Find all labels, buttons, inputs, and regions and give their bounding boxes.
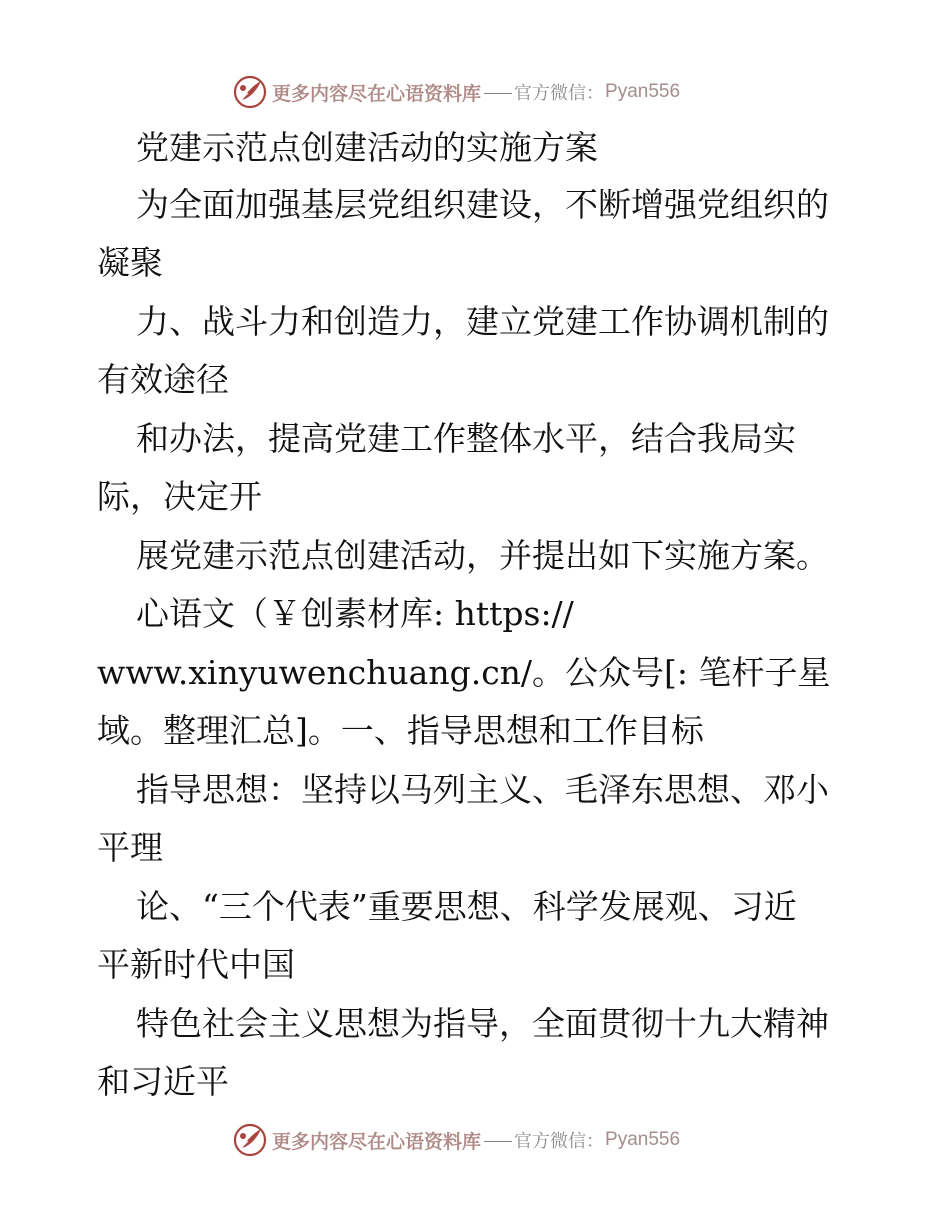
footer-watermark [0,1118,950,1162]
doc-line: 域。整理汇总]。一、指导思想和工作目标 [97,711,704,750]
quill-logo-icon [232,74,268,110]
watermark-divider [484,93,512,94]
doc-line: 论、“三个代表”重要思想、科学发展观、习近 [136,887,797,926]
watermark-divider [484,1141,512,1142]
doc-line: 力、战斗力和创造力，建立党建工作协调机制的 [136,302,829,341]
doc-line: 有效途径 [97,360,229,399]
doc-title: 党建示范点创建活动的实施方案 [136,128,598,167]
watermark-main-text: 更多内容尽在心语资料库 [272,82,482,105]
quill-logo-icon [232,1122,268,1158]
doc-line: www.xinyuwenchuang.cn/。公众号[: 笔杆子星 [97,653,831,692]
watermark-main-text: 更多内容尽在心语资料库 [272,1130,482,1153]
doc-line: 平理 [97,828,163,867]
watermark-sub-text: 官方微信： [514,83,605,104]
doc-line: 心语文（￥创素材库: https:// [136,594,574,633]
watermark-sub-text: 官方微信： [514,1131,605,1152]
header-watermark [0,70,950,114]
doc-line: 为全面加强基层党组织建设，不断增强党组织的 [136,185,829,224]
doc-line: 特色社会主义思想为指导，全面贯彻十九大精神 [136,1004,829,1043]
doc-line: 指导思想：坚持以马列主义、毛泽东思想、邓小 [136,770,829,809]
watermark-wechat-id: Pyan556 [605,81,681,102]
doc-line: 平新时代中国 [97,945,295,984]
doc-line: 际，决定开 [97,477,262,516]
doc-line: 展党建示范点创建活动，并提出如下实施方案。 [136,536,829,575]
doc-line: 凝聚 [97,243,163,282]
doc-line: 和习近平 [97,1062,229,1101]
watermark-wechat-id: Pyan556 [605,1129,681,1150]
doc-line: 和办法，提高党建工作整体水平，结合我局实 [136,419,796,458]
